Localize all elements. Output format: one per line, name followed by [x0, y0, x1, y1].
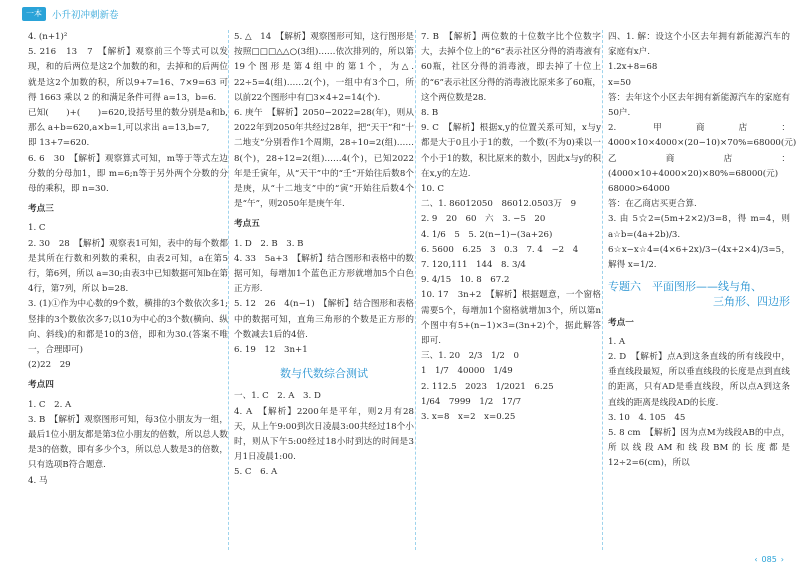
- section-heading: 考点三: [28, 204, 54, 215]
- answer-item: 7. B 【解析】两位数的十位数字比个位数字大，去掉个位上的“6”表示社区分得的消毒液有60瓶，社区分得的消毒液，即去掉了十位上的“6”表示社区分得的消毒液比原来多了60瓶，这个两位数是28.: [421, 32, 601, 103]
- answer-item: 3. 10 4. 105 45: [608, 412, 686, 423]
- answer-item: 1. C 2. A: [28, 399, 72, 410]
- column-divider: [228, 30, 229, 550]
- column-divider: [602, 30, 603, 550]
- answer-item: 4. 33 5a+3 【解析】结合图形和表格中的数据可知，每增加1个蓝色正方形就增加5个白色正方形.: [234, 253, 414, 295]
- answer-item: 答：在乙商店买更合算.: [608, 199, 697, 210]
- answer-item: 6☆x−x☆4=(4×6+2x)/3−(4x+2×4)/3=5，解得 x=1/2.: [608, 244, 790, 271]
- answer-item: 四、1. 解：设这个小区去年拥有新能源汽车的家庭有x户.: [608, 32, 790, 58]
- page-number-text: 085: [761, 555, 777, 564]
- answer-item: 3. 由 5☆2=(5m+2×2)/3=8，得 m=4，则 a☆b=(4a+2b)/3.: [608, 214, 790, 240]
- answer-item: 3. B 【解析】观察图形可知，每3位小朋友为一组，最后1位小朋友都是第3位小朋友的倍数，所以总人数是3的倍数，即有多少个3，所以总人数是3的倍数，只有选项B符合题意.: [28, 414, 228, 471]
- answer-item: 6. 5600 6.25 3 0.3 7. 4 −2 4: [421, 244, 579, 255]
- section-heading: 考点五: [234, 219, 260, 230]
- answer-item: 1.2x+8=68: [608, 62, 658, 73]
- chapter-title-line1: 专题六 平面图形——线与角、: [608, 280, 762, 294]
- answer-item: 3. (1)①作为中心数的9个数，横排的3个数依次多1;竖排的3个数依次多7;以10为中心的3个数(横向、纵向、斜线)的和都是10的3倍，即和为30.(答案不唯一，合理即可): [28, 299, 228, 356]
- answer-item: 10. 17 3n+2 【解析】根据题意，一个窗格需要5个，每增加1个窗格就增加3个，所以第n个图中有5+(n−1)×3=(3n+2)个，据此解答即可.: [421, 290, 601, 347]
- answer-item: 1. D 2. B 3. B: [234, 238, 304, 249]
- section-heading: 考点一: [608, 317, 634, 328]
- answer-item: 2. 112.5 2023 1/2021 6.25: [421, 381, 554, 392]
- page-number: [754, 555, 784, 564]
- chevron-left-icon: ‹: [754, 555, 758, 564]
- answer-item: (2)22 29: [28, 360, 71, 371]
- answer-column-1: [28, 30, 228, 489]
- answer-item: 5. 12 26 4(n−1) 【解析】结合图形和表格中的数据可知，直角三角形的个数是正方形的个数减去1后的4倍.: [234, 299, 414, 340]
- answer-item: 5. C 6. A: [234, 467, 278, 478]
- answer-item: 1/64 7999 1/2 17/7: [421, 396, 522, 407]
- answer-item: 2. 甲商店：4000×10×4000×(20−10)×70%=68000(元): [608, 123, 797, 149]
- answer-item: 2. 30 28 【解析】观察表1可知，表中的每个数都是其所在行数和列数的乘积，由表2可知，a在第5行，第6列，所以 a=30;由表3中已知数据可知b在第4行，第7列，所以 b=28.: [28, 238, 229, 295]
- column-divider: [415, 30, 416, 550]
- header-badge: 一本: [22, 7, 46, 21]
- answer-item: 68000>64000: [608, 184, 670, 195]
- answer-item: 2. 9 20 60 六 3. −5 20: [421, 214, 546, 225]
- test-title: 数与代数综合测试: [280, 367, 368, 381]
- chapter-title-line2: 三角形、四边形: [713, 295, 790, 309]
- answer-item: 6. 庚午 【解析】2050−2022=28(年)，则从2022年到2050年共经过28年，把“天干”和“十二地支”分别看作1个周期，28÷10=2(组)……8(个)，28÷12=2(组)……4(个)，已知2022年是壬寅年，从“天干”中的“壬”开始往后数8个是庚，从“十二地支”中的“寅”开始往后数4个是“午”，则2050年是庚午年.: [234, 108, 414, 210]
- section-heading: 考点四: [28, 380, 54, 391]
- answer-item: 5. 8 cm 【解析】因为点M为线段AB的中点，所以线段AM和线段BM的长度都是12÷2=6(cm)，所以: [608, 428, 790, 469]
- answer-item: 4. (n+1)²: [28, 32, 68, 42]
- answer-item: 6. 6 30 【解析】观察算式可知，m等于等式左边分数的分母加1，即 m=6;n等于另外两个分数的分母的乘积，即 n=30.: [28, 153, 228, 195]
- answer-item: 8. B: [421, 108, 439, 119]
- answer-item: 二、1. 86012050 86012.0503万 9: [421, 199, 577, 210]
- answer-item: 5. 216 13 7 【解析】观察前三个等式可以发现，和的后两位是这2个加数的和，去掉和的后两位就是这2个加数的积，所以9+7=16、7×9=63 可得 1663 乘以 2 的和满足条件可得 a=13，b=6.: [28, 47, 228, 103]
- answer-item: 一、1. C 2. A 3. D: [234, 391, 321, 402]
- answer-item: 3. x=8 x=2 x=0.25: [421, 412, 516, 423]
- answer-column-4: [608, 30, 797, 472]
- page-header: [22, 6, 119, 22]
- answer-item: 7. 120,111 144 8. 3/4: [421, 260, 526, 271]
- answer-item: 9. C 【解析】根据x,y的位置关系可知，x与y都是大于0且小于1的数，一个数(不为0)乘以一个小于1的数，积比原来的数小，因此x与y的积在x,y的左边.: [421, 123, 601, 179]
- answer-item: 4. 马: [28, 475, 48, 486]
- answer-item: 5. △ 14 【解析】观察图形可知，这行图形是按照□□□△△○(3组)……依次排列的，所以第19个图形是第4组中的第1个，为△. 22÷5=4(组)……2(个)，一组中有3个□，所以前22个图形中有□3×4+2=14(个).: [234, 32, 414, 103]
- answer-item: 1. C: [28, 223, 46, 234]
- chevron-right-icon: ›: [780, 555, 784, 564]
- answer-item: 乙商店：(4000×10+4000×20)×80%=68000(元): [608, 153, 790, 179]
- answer-item: 1 1/7 40000 1/49: [421, 366, 513, 377]
- answer-item: 2. D 【解析】点A到这条直线的所有线段中，垂直线段最短，所以垂直线段的长度是点到直线的距离，只有AD是垂直线段，所以点A到这条直线的距离是线段AD的长度.: [608, 352, 790, 408]
- answer-item: 9. 4/15 10. 8 67.2: [421, 275, 510, 286]
- answer-item: 4. 1/6 5 5. 2(n−1)−(3a+26): [421, 229, 553, 240]
- answer-item: 三、1. 20 2/3 1/2 0: [421, 351, 519, 362]
- answer-item: 6. 19 12 3n+1: [234, 345, 308, 356]
- answer-item: x=50: [608, 77, 631, 88]
- header-title: 小升初冲刺新卷: [52, 10, 119, 21]
- answer-item: 4. A 【解析】2200年是平年，则2月有28天，从上午9:00到次日凌晨3:00共经过18个小时，则从下午5:00经过18小时到达的时间是3月1日凌晨1:00.: [234, 406, 414, 463]
- answer-item: 已知( )+( )=620,设括号里的数分别是a和b,那么 a+b=620,a×b=1,可以求出 a=13,b=7,: [28, 108, 228, 134]
- answer-item: 答：去年这个小区去年拥有新能源汽车的家庭有50户.: [608, 92, 790, 119]
- answer-item: 10. C: [421, 184, 444, 195]
- answer-column-2: [234, 30, 414, 481]
- answer-column-3: [421, 30, 601, 425]
- answer-item: 即 13+7=620.: [28, 138, 90, 149]
- answer-item: 1. A: [608, 336, 626, 347]
